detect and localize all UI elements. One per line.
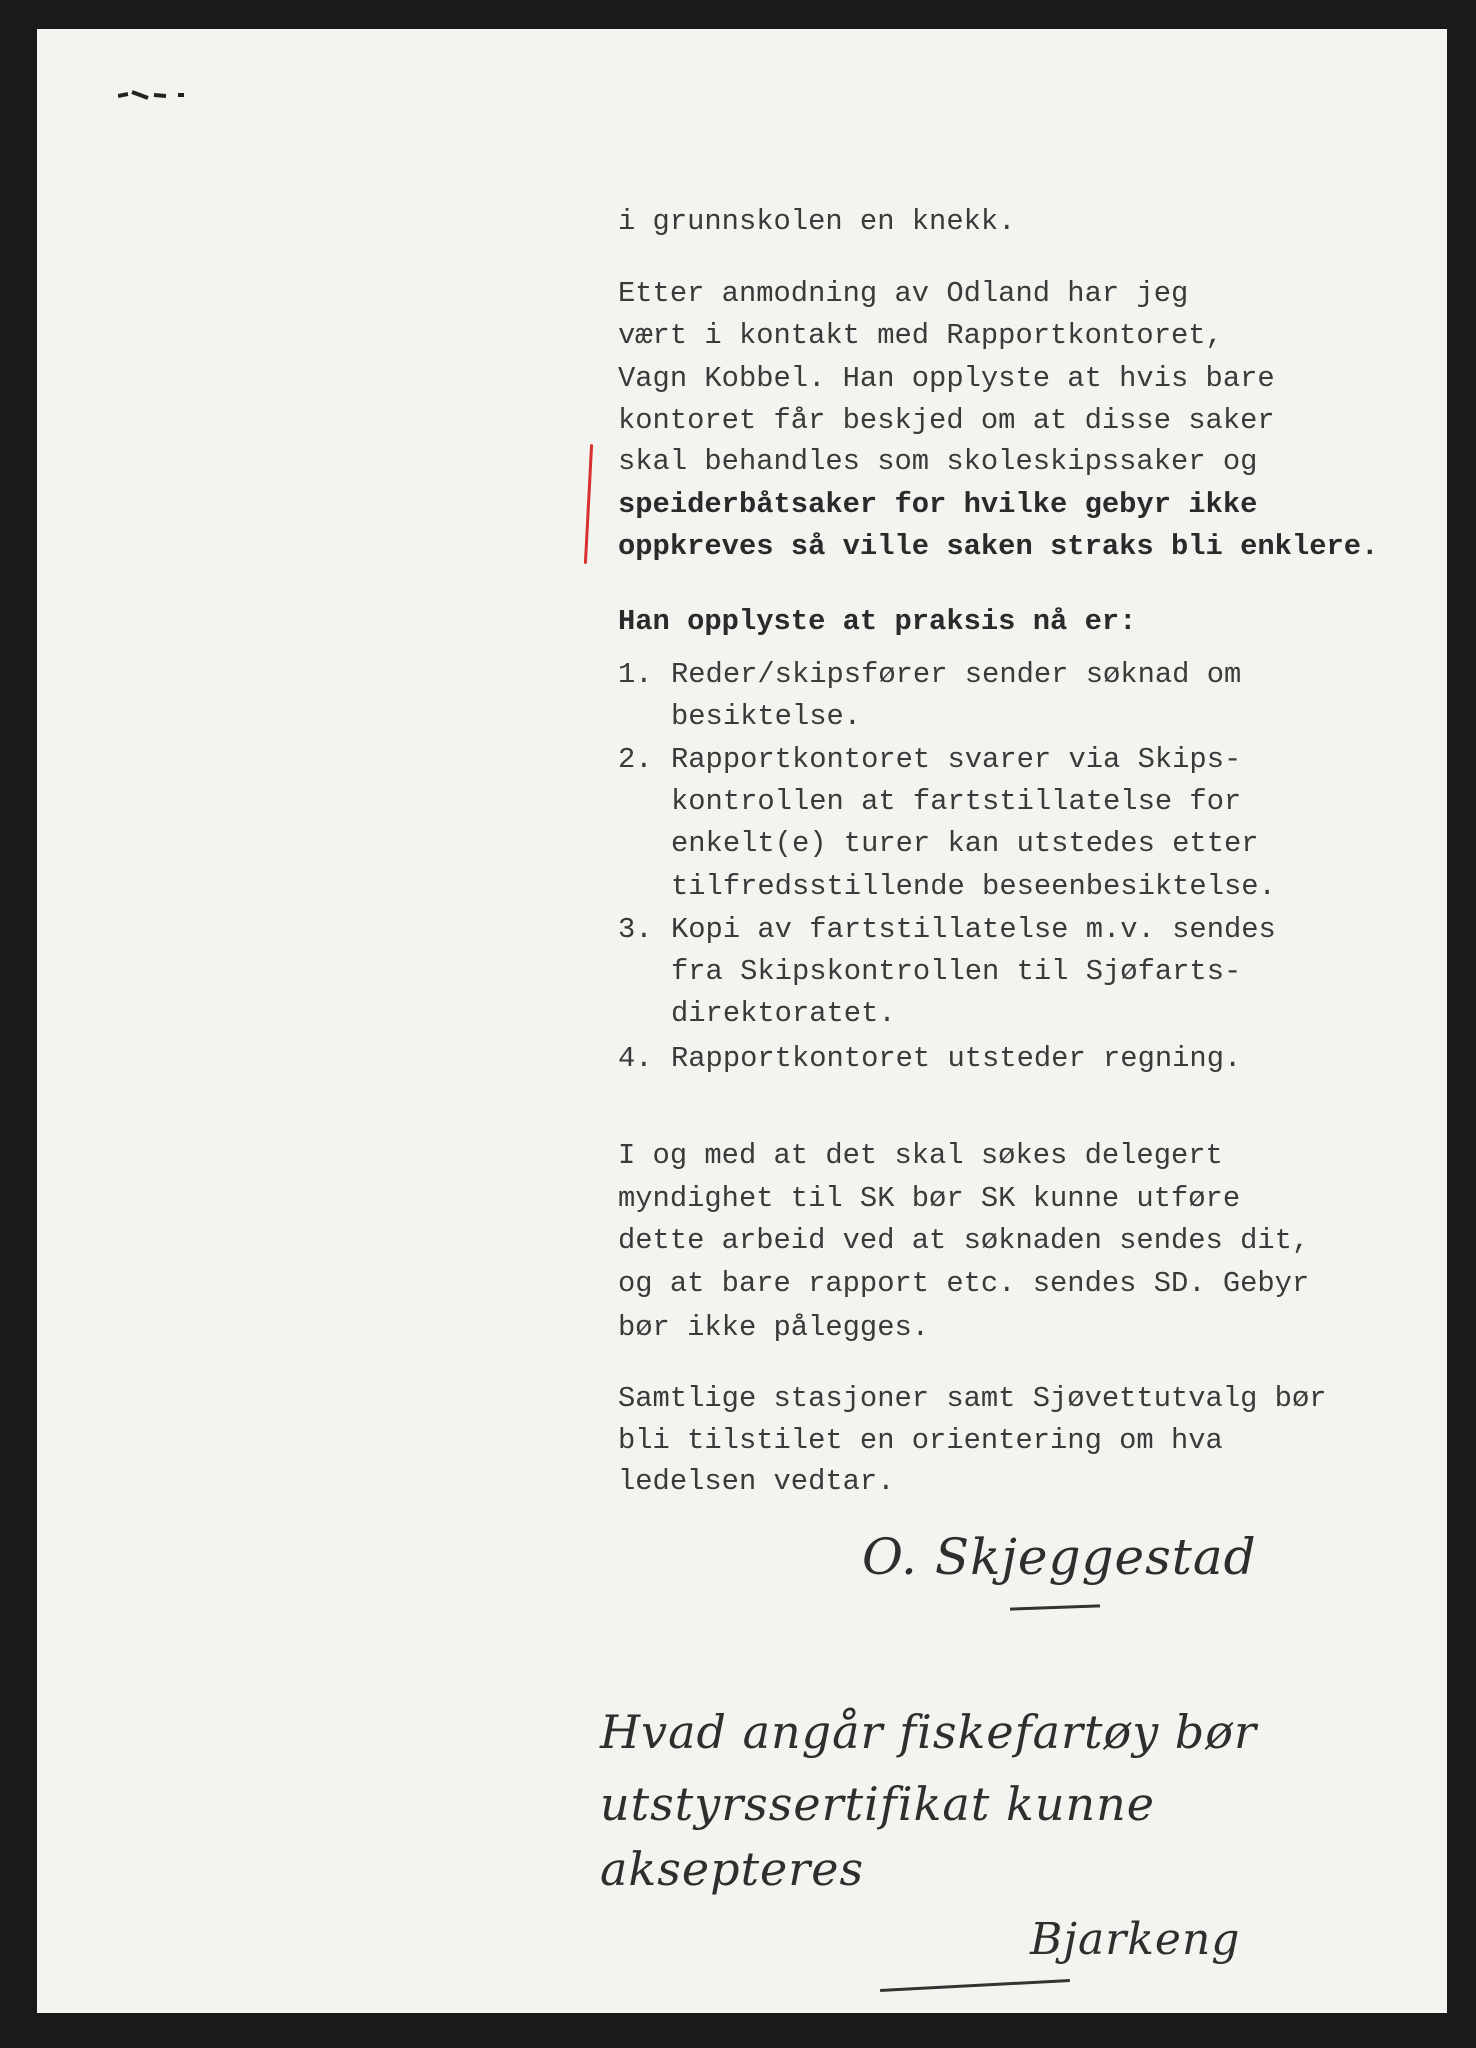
text-line: Etter anmodning av Odland har jeg bbox=[618, 277, 1189, 310]
list-item-line: besiktelse. bbox=[671, 700, 862, 733]
list-item-line: direktoratet. bbox=[671, 997, 896, 1030]
text-line: Samtlige stasjoner samt Sjøvettutvalg bør bbox=[618, 1382, 1327, 1415]
list-item-line: kontrollen at fartstillatelse for bbox=[671, 785, 1242, 818]
text-line: og at bare rapport etc. sendes SD. Gebyr bbox=[618, 1267, 1310, 1300]
text-line: myndighet til SK bør SK kunne utføre bbox=[618, 1182, 1241, 1215]
handwritten-note-line: utstyrssertifikat kunne bbox=[600, 1777, 1155, 1831]
list-number: 1. bbox=[618, 658, 653, 691]
handwritten-note-line: Hvad angår fiskefartøy bør bbox=[600, 1705, 1257, 1759]
text-line: bli tilstilet en orientering om hva bbox=[618, 1424, 1223, 1457]
text-line: i grunnskolen en knekk. bbox=[618, 205, 1016, 238]
text-line: vært i kontakt med Rapportkontoret, bbox=[618, 319, 1223, 352]
list-item-line: fra Skipskontrollen til Sjøfarts- bbox=[671, 955, 1242, 988]
list-number: 4. bbox=[618, 1042, 653, 1075]
text-line: oppkreves så ville saken straks bli enklere. bbox=[618, 530, 1379, 563]
list-item-line: Kopi av fartstillatelse m.v. sendes bbox=[671, 913, 1276, 946]
text-line: speiderbåtsaker for hvilke gebyr ikke bbox=[618, 488, 1258, 521]
signature-skjeggestad: O. Skjeggestad bbox=[862, 1528, 1257, 1586]
text-line: skal behandles som skoleskipssaker og bbox=[618, 445, 1258, 478]
list-item-line: Reder/skipsfører sender søknad om bbox=[671, 658, 1242, 691]
list-item-line: tilfredsstillende beseenbesiktelse. bbox=[671, 870, 1276, 903]
text-line: ledelsen vedtar. bbox=[618, 1465, 895, 1498]
text-line: I og med at det skal søkes delegert bbox=[618, 1139, 1223, 1172]
list-number: 2. bbox=[618, 743, 653, 776]
text-line: Vagn Kobbel. Han opplyste at hvis bare bbox=[618, 362, 1275, 395]
list-item-line: Rapportkontoret utsteder regning. bbox=[671, 1042, 1242, 1075]
list-number: 3. bbox=[618, 913, 653, 946]
handwritten-note-line: aksepteres bbox=[600, 1842, 865, 1896]
list-item-line: Rapportkontoret svarer via Skips- bbox=[671, 743, 1242, 776]
signature-bjarkeng: Bjarkeng bbox=[1030, 1914, 1241, 1965]
text-line: bør ikke pålegges. bbox=[618, 1311, 930, 1344]
corner-mark bbox=[118, 90, 208, 100]
list-intro: Han opplyste at praksis nå er: bbox=[618, 605, 1137, 638]
list-item-line: enkelt(e) turer kan utstedes etter bbox=[671, 827, 1259, 860]
text-line: kontoret får beskjed om at disse saker bbox=[618, 404, 1275, 437]
text-line: dette arbeid ved at søknaden sendes dit, bbox=[618, 1224, 1310, 1257]
